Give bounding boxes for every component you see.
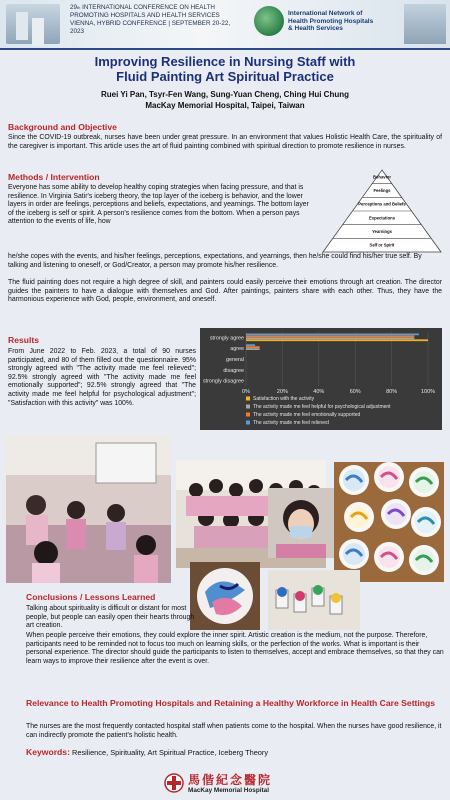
conference-line-1: INTERNATIONAL CONFERENCE ON HEALTH bbox=[80, 4, 215, 11]
hospital-photo-right bbox=[404, 4, 446, 44]
network-name bbox=[288, 10, 400, 33]
category-label: strongly agree bbox=[209, 335, 244, 342]
bar bbox=[246, 335, 414, 337]
iceberg-pyramid-diagram bbox=[322, 169, 442, 253]
results-chart bbox=[200, 328, 442, 430]
photo-fluid-painting bbox=[190, 562, 260, 630]
conference-banner bbox=[0, 0, 450, 50]
keywords-label: Keywords: bbox=[26, 747, 70, 757]
x-tick-label: 0% bbox=[242, 389, 250, 395]
relevance-text: The nurses are the most frequently contacted hospital staff when patients come to the hospital. When the nurses have good resilience, it can indirectly promote the patient's holistic health. bbox=[26, 723, 442, 739]
iceberg-layer-label: Yearnings bbox=[371, 229, 393, 234]
methods-text-2: he/she copes with the events, and his/her feelings, perceptions, expectations, and yearnings, then he/she could find his/her true self. By talking and listening to oneself, or God/Creator, a person may promote his/her resilience. bbox=[8, 253, 422, 269]
poster-title bbox=[0, 54, 450, 84]
background-heading: Background and Objective bbox=[8, 122, 117, 132]
category-label: disagree bbox=[223, 367, 244, 374]
keywords-line bbox=[26, 748, 444, 758]
hospital-emblem-icon bbox=[164, 773, 184, 793]
iceberg-layer-label: Perceptions and Beliefs bbox=[358, 201, 406, 207]
hospital-english-name: MacKay Memorial Hospital bbox=[188, 787, 269, 794]
iceberg-layer-label: Self or Spirit bbox=[369, 242, 395, 248]
results-text: From June 2022 to Feb. 2023, a total of 90 nurses participated, and 80 of them filled out the questionnaire. 95% strongly agreed with "The activity made me feel relieved"; 92.5% strongly agreed with "The activity made me feel emotionally supported"; 92.5% strongly agreed that "The activity made me feel helpful for psychological adjustment"; "Satisfaction with this activity" was 100%. bbox=[8, 348, 196, 407]
affiliation: MacKay Memorial Hospital, Taipei, Taiwan bbox=[145, 101, 305, 110]
iceberg-layer-label: Expectations bbox=[368, 215, 396, 221]
legend-label: The activity made me feel emotionally supported bbox=[253, 412, 361, 418]
legend-label: The activity made me feel helpful for psychological adjustment bbox=[253, 404, 391, 410]
mackay-hospital-logo bbox=[150, 771, 300, 797]
results-heading: Results bbox=[8, 335, 40, 345]
network-line-1: International Network of bbox=[288, 10, 363, 17]
category-label: general bbox=[226, 357, 244, 363]
bar bbox=[246, 346, 260, 348]
methods-text-1: Everyone has some ability to develop healthy coping strategies when facing pressure, and that is resilience. In Virginia Satir's iceberg theory, the top layer of the iceberg is behavior, and the lower layers in order are feelings, perceptions and beliefs, expectations, and yearnings. The bottom layer of the iceberg is self or spirit. A person's resilience comes from the bottom. When a person pays attention to the events of life, how bbox=[8, 184, 309, 226]
iceberg-layer-label: Behavior bbox=[373, 174, 391, 180]
background-text: Since the COVID-19 outbreak, nurses have been under great pressure. In an environment that values Holistic Health Care, the spirituality of the caregiver is important. This article uses the art of fluid painting combined with spiritual direction to promote resilience in nurses. bbox=[8, 134, 442, 150]
methods-text-3: The fluid painting does not require a high degree of skill, and painters could easily perceive their emotions through art creation. The director guides the painters to have a dialogue with themselves and God. After paintings, painters share with each other. Thus, they have the harmonious experience with God, people, environment, and oneself. bbox=[8, 279, 442, 304]
bar bbox=[246, 337, 414, 339]
legend-swatch bbox=[246, 405, 250, 409]
legend-swatch bbox=[246, 413, 250, 417]
photo-paint-cups bbox=[268, 570, 360, 630]
relevance-heading: Relevance to Health Promoting Hospitals and Retaining a Healthy Workforce in Health Care Settings bbox=[26, 698, 436, 708]
x-tick-label: 80% bbox=[386, 389, 398, 395]
x-tick-label: 20% bbox=[276, 389, 288, 395]
conclusions-text-1: Talking about spirituality is difficult or distant for most people, but people can easily open their hearts through art creation. bbox=[26, 605, 195, 630]
legend-swatch bbox=[246, 397, 250, 401]
photo-nurse-portrait bbox=[268, 488, 334, 558]
legend-label: Satisfaction with the activity bbox=[253, 396, 315, 402]
conclusions-text-2: When people perceive their emotions, they could explore the inner spirit. Artistic creation is the medium, not the purpose. Therefore, participants need to be reminded not to focus too much on learning skills, or the perfection of the works. What is important is their personal experience. The director should guide the participants to listen to themselves, accept and embrace themselves, so that they can learn ways to improve their resilience after the event is over. bbox=[26, 632, 444, 665]
conclusions-heading: Conclusions / Lessons Learned bbox=[26, 592, 156, 602]
conference-info bbox=[70, 4, 245, 36]
category-label: strongly disagree bbox=[202, 378, 244, 385]
conference-number: 29 bbox=[70, 4, 78, 11]
bar bbox=[246, 339, 428, 341]
title-line-2: Fluid Painting Art Spiritual Practice bbox=[116, 69, 334, 84]
bar bbox=[246, 348, 260, 350]
x-tick-label: 60% bbox=[349, 389, 361, 395]
bar bbox=[246, 333, 419, 335]
hospital-chinese-name: 馬偕紀念醫院 bbox=[188, 773, 273, 787]
hph-network-logo-icon bbox=[254, 6, 284, 36]
methods-heading: Methods / Intervention bbox=[8, 172, 100, 182]
hospital-building-image bbox=[6, 4, 60, 44]
results-bar-chart bbox=[200, 328, 442, 430]
bar bbox=[246, 344, 255, 346]
category-label: agree bbox=[230, 346, 244, 353]
conference-line-2: PROMOTING HOSPITALS AND HEALTH SERVICES bbox=[70, 12, 220, 19]
title-line-1: Improving Resilience in Nursing Staff with bbox=[94, 54, 356, 69]
author-names: Ruei Yi Pan, Tsyr-Fen Wang, Sung-Yuan Cheng, Ching Hui Chung bbox=[101, 90, 349, 99]
legend-label: The activity made me feel relieved bbox=[253, 420, 329, 426]
x-tick-label: 40% bbox=[313, 389, 325, 395]
authors-block bbox=[0, 89, 450, 111]
photo-workshop-class bbox=[6, 435, 171, 583]
conference-line-3: VIENNA, HYBRID CONFERENCE | SEPTEMBER 20-22, 2023 bbox=[70, 20, 231, 35]
x-tick-label: 100% bbox=[420, 389, 436, 395]
network-line-3: & Health Services bbox=[288, 25, 343, 33]
network-line-2: Health Promoting Hospitals bbox=[288, 17, 374, 25]
photo-paintings-table bbox=[334, 462, 444, 582]
iceberg-layer-label: Feelings bbox=[373, 188, 391, 193]
legend-swatch bbox=[246, 421, 250, 425]
conference-number-suffix: th bbox=[77, 5, 81, 10]
keywords-text: Resilience, Spirituality, Art Spiritual Practice, Iceberg Theory bbox=[72, 748, 269, 757]
